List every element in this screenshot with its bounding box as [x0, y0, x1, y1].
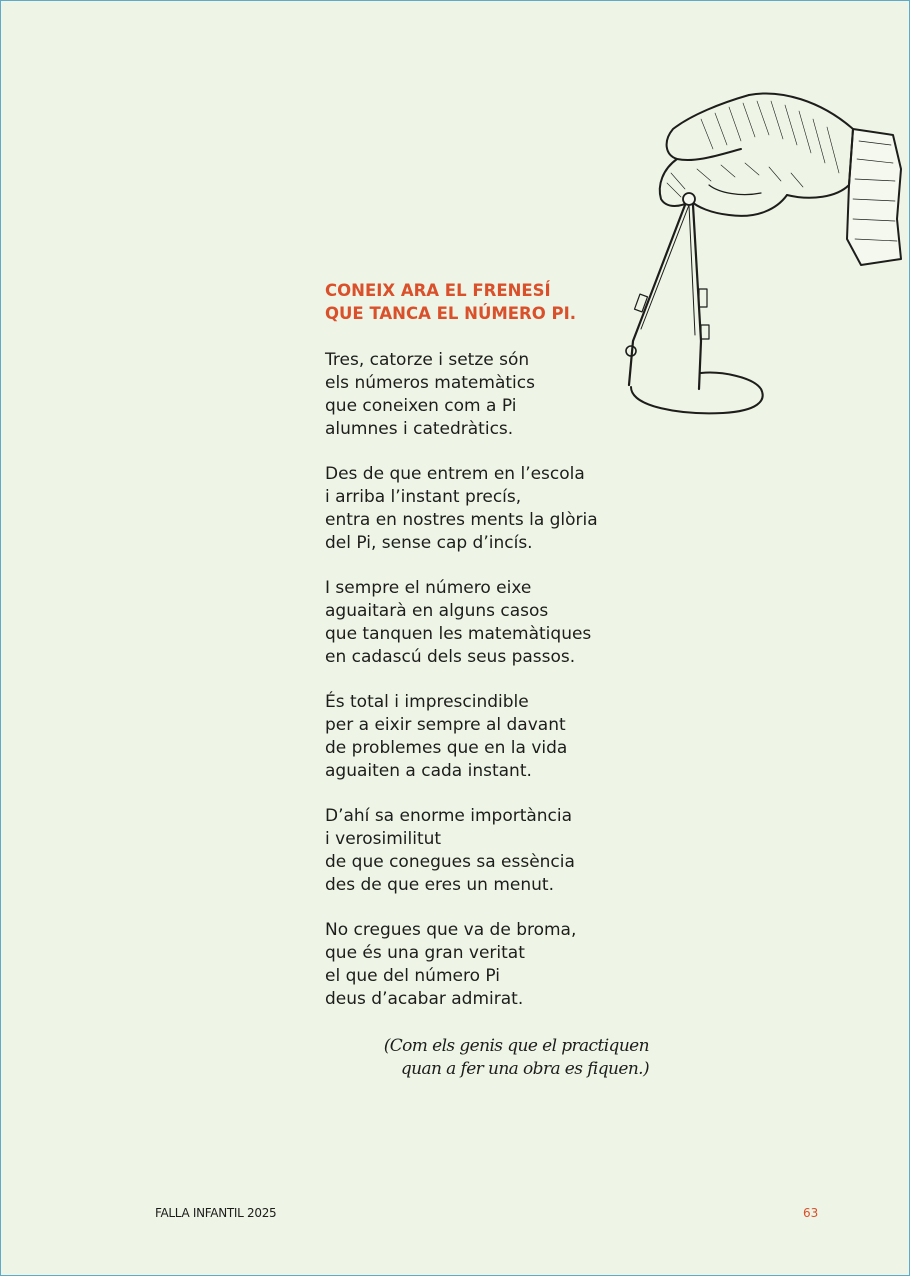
- poem: [325, 279, 665, 1033]
- stanza-4: [325, 691, 665, 783]
- poem-heading: [325, 279, 665, 325]
- verse-line: i arriba l’instant precís,: [325, 487, 522, 507]
- verse-line: i verosimilitut: [325, 829, 442, 849]
- verse-line: D’ahí sa enorme importància: [325, 806, 573, 826]
- stanza-3: [325, 577, 665, 669]
- verse-line: aguaiten a cada instant.: [325, 761, 532, 781]
- verse-line: És total i imprescindible: [325, 692, 529, 712]
- heading-line: CONEIX ARA EL FRENESÍ: [325, 281, 551, 300]
- verse-line: que és una gran veritat: [325, 943, 525, 963]
- page-number: 63: [803, 1206, 819, 1220]
- verse-line: que tanquen les matemàtiques: [325, 624, 592, 644]
- closing-couplet: [381, 1035, 649, 1081]
- verse-line: deus d’acabar admirat.: [325, 989, 524, 1009]
- verse-line: el que del número Pi: [325, 966, 500, 986]
- verse-line: de que conegues sa essència: [325, 852, 575, 872]
- verse-line: per a eixir sempre al davant: [325, 715, 566, 735]
- verse-line: entra en nostres ments la glòria: [325, 510, 598, 530]
- verse-line: Tres, catorze i setze són: [325, 350, 530, 370]
- verse-line: de problemes que en la vida: [325, 738, 568, 758]
- stanza-6: [325, 919, 665, 1011]
- closing-line: quan a fer una obra es fiquen.): [400, 1059, 649, 1079]
- verse-line: en cadascú dels seus passos.: [325, 647, 576, 667]
- verse-line: els números matemàtics: [325, 373, 535, 393]
- verse-line: Des de que entrem en l’escola: [325, 464, 585, 484]
- verse-line: aguaitarà en alguns casos: [325, 601, 549, 621]
- closing-line: (Com els genis que el practiquen: [383, 1036, 649, 1056]
- verse-line: del Pi, sense cap d’incís.: [325, 533, 533, 553]
- heading-line: QUE TANCA EL NÚMERO PI.: [325, 304, 577, 323]
- verse-line: alumnes i catedràtics.: [325, 419, 514, 439]
- verse-line: des de que eres un menut.: [325, 875, 554, 895]
- stanza-2: [325, 463, 665, 555]
- verse-line: I sempre el número eixe: [325, 578, 532, 598]
- verse-line: No cregues que va de broma,: [325, 920, 577, 940]
- stanza-5: [325, 805, 665, 897]
- stanza-1: [325, 349, 665, 441]
- footer-publication: FALLA INFANTIL 2025: [155, 1206, 277, 1220]
- verse-line: que coneixen com a Pi: [325, 396, 517, 416]
